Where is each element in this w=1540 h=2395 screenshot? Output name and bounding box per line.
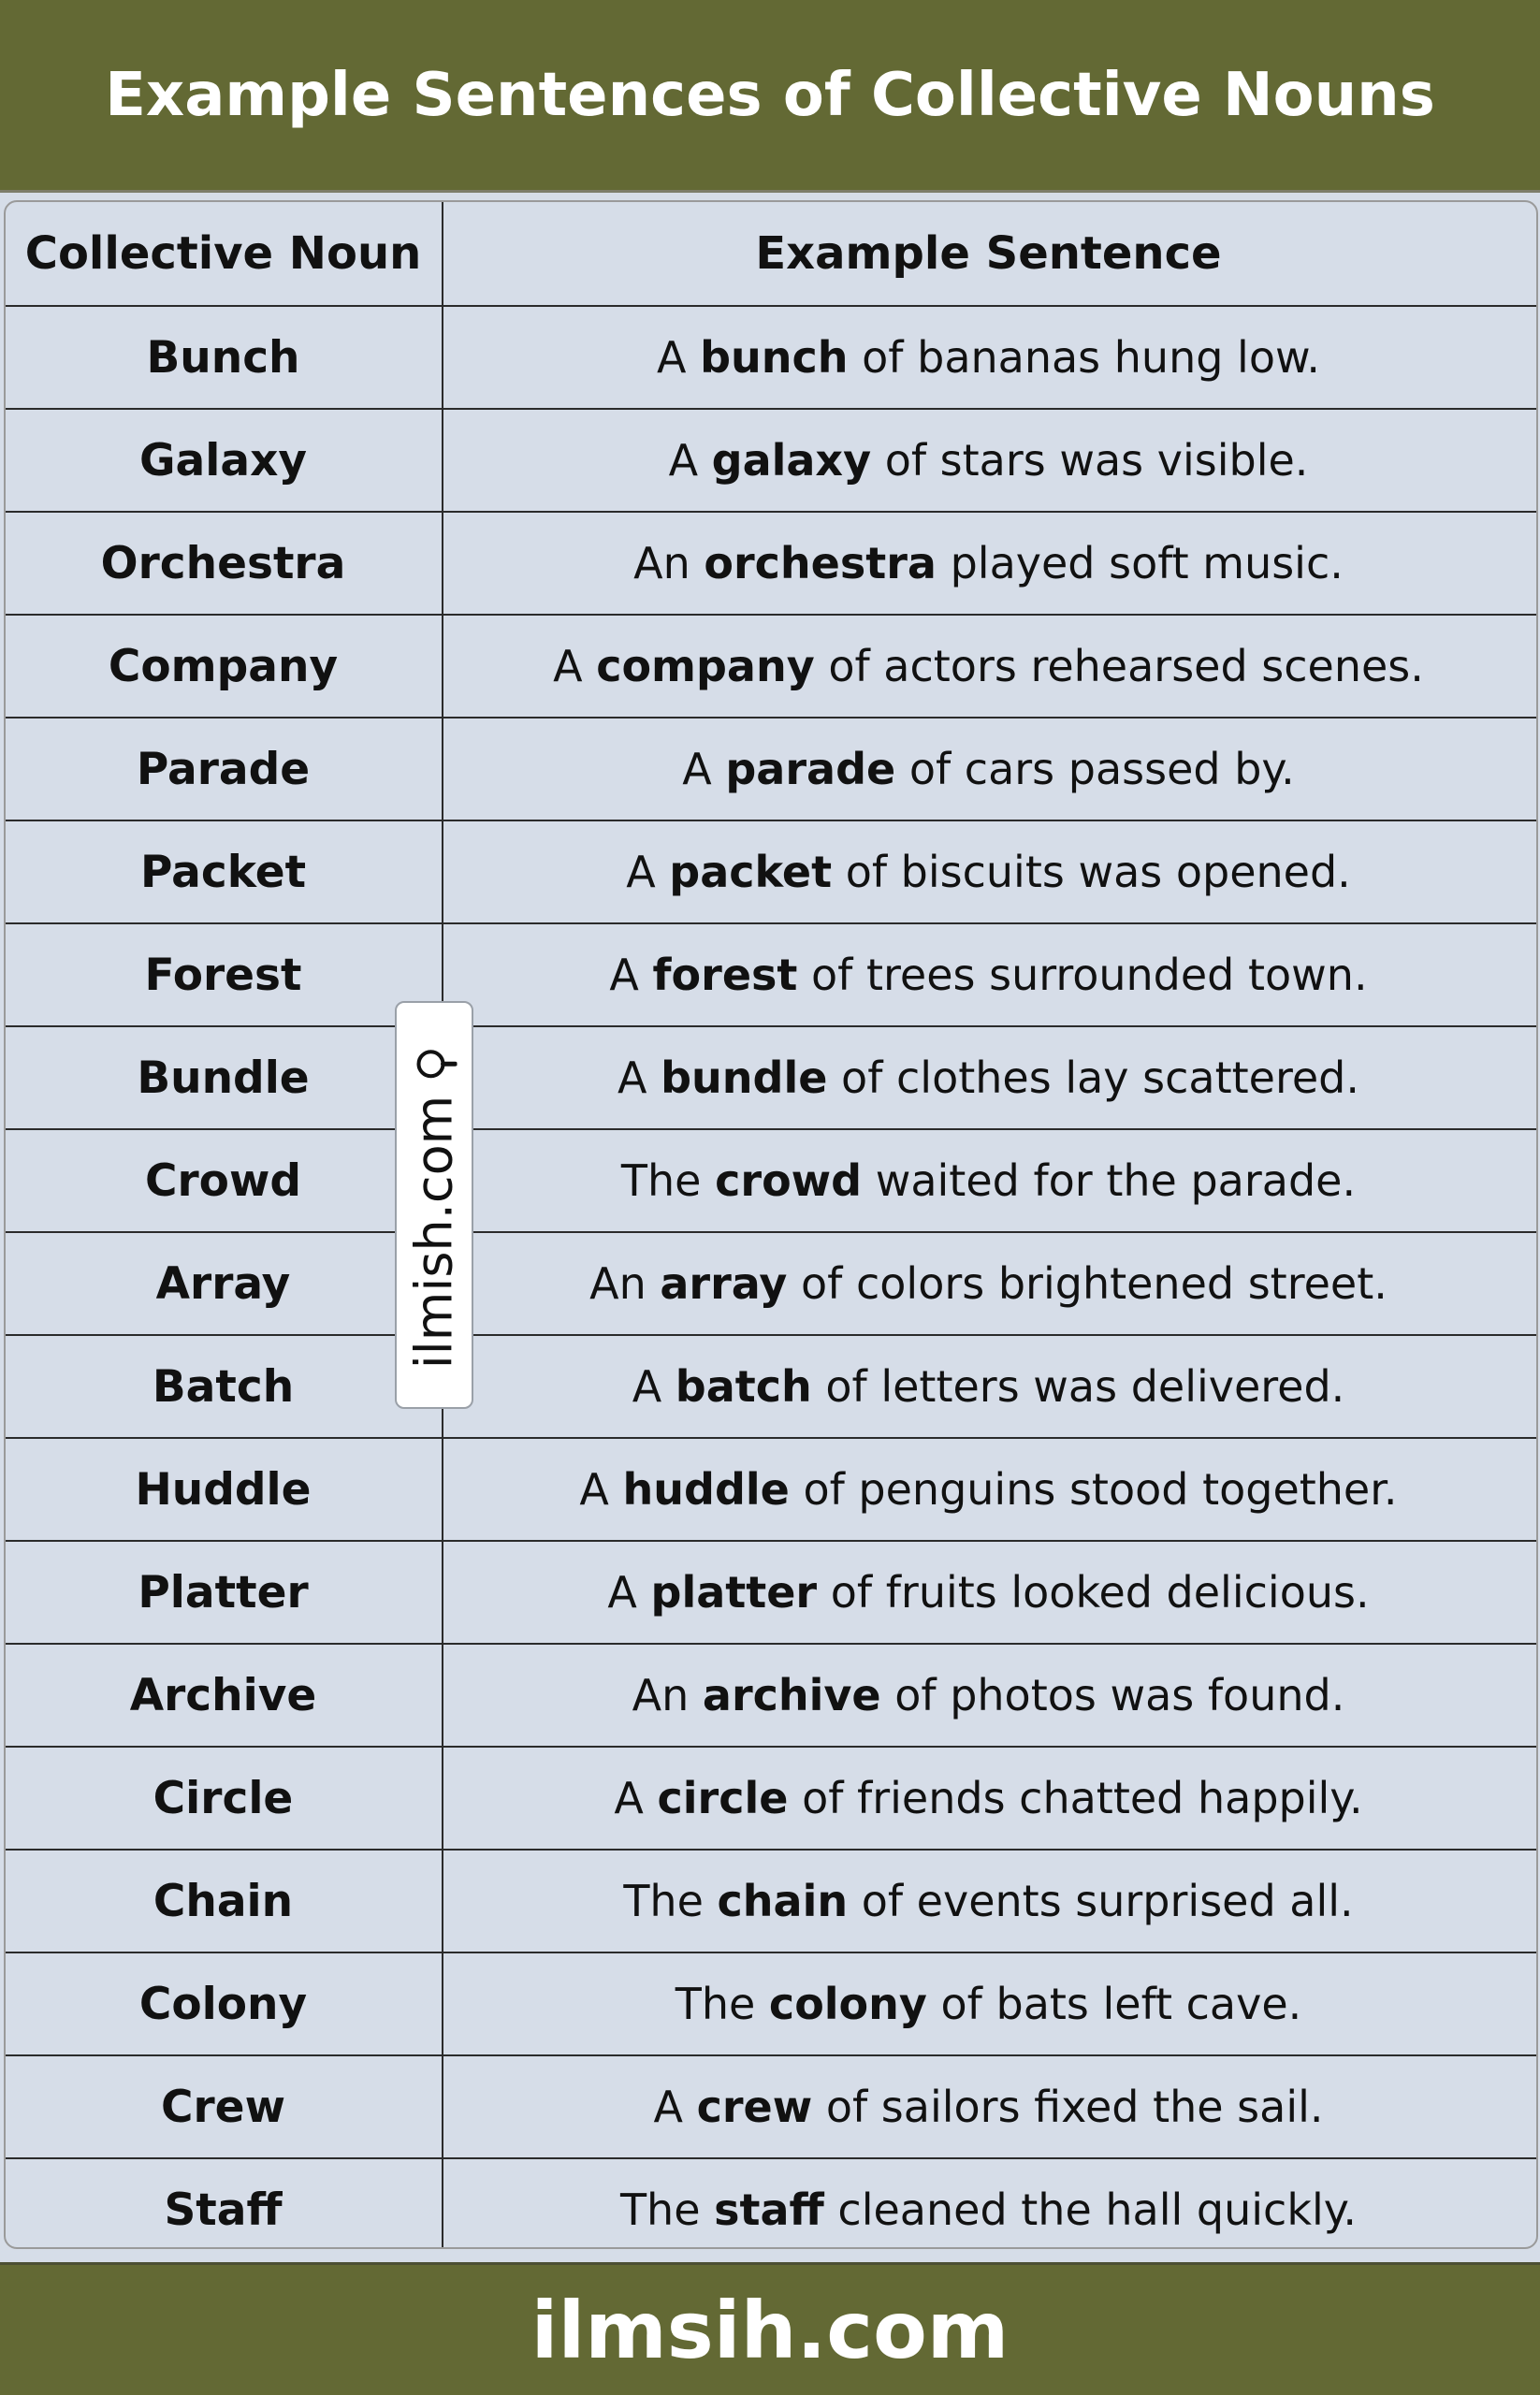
table-row [6,1437,1536,1540]
sentence-cell [441,1027,1536,1128]
sentence-cell [441,307,1536,408]
table-row [6,717,1536,820]
table-row [6,1025,1536,1128]
sentence-prefix: A [607,1567,651,1618]
table-row [6,1540,1536,1643]
noun-cell: Chain [153,1875,294,1927]
sentence-prefix: A [626,847,670,897]
sentence-suffix: of penguins stood together. [789,1464,1398,1515]
sentence-prefix: A [553,641,597,691]
table-row [6,511,1536,614]
column-header-sentence: Example Sentence [755,227,1222,280]
sentence-suffix: of colors brightened street. [787,1258,1387,1309]
sentence-cell [441,1645,1536,1746]
sentence-suffix: of biscuits was opened. [832,847,1351,897]
noun-cell: Colony [138,1978,308,2030]
collective-nouns-table [4,200,1538,2249]
footer-site-name: ilmsih.com [530,2284,1010,2376]
table-row [6,614,1536,717]
table-row [6,1849,1536,1952]
sentence-noun: forest [652,950,798,1000]
sentence-prefix: A [632,1361,676,1412]
noun-cell: Array [155,1257,291,1310]
table-row [6,1231,1536,1334]
sentence-cell [441,2056,1536,2157]
noun-cell: Batch [152,1360,295,1413]
sentence-noun: colony [768,1979,927,2029]
noun-cell: Bunch [146,331,300,384]
sentence-suffix: of events surprised all. [848,1876,1354,1926]
table-header-row [6,202,1536,305]
table-row [6,1334,1536,1437]
sentence-cell [441,1748,1536,1849]
sentence-prefix: An [633,538,705,588]
sentence-cell [441,410,1536,511]
sentence-cell [441,1233,1536,1334]
sentence-prefix: An [589,1258,661,1309]
sentence-cell [441,616,1536,717]
sentence-prefix: A [656,332,701,383]
noun-cell: Platter [138,1566,309,1618]
noun-cell: Archive [129,1669,317,1721]
noun-cell: Huddle [135,1463,312,1516]
sentence-prefix: A [682,744,726,794]
sentence-prefix: A [668,435,712,486]
table-row [6,1643,1536,1746]
sentence-noun: orchestra [704,538,937,588]
table-row [6,1128,1536,1231]
footer-banner [0,2262,1540,2395]
sentence-suffix: of photos was found. [880,1670,1345,1720]
sentence-suffix: cleaned the hall quickly. [823,2185,1358,2235]
noun-cell: Forest [144,949,302,1001]
noun-cell: Circle [153,1772,294,1824]
sentence-noun: circle [657,1773,789,1823]
sentence-cell [441,1851,1536,1952]
sentence-cell [441,924,1536,1025]
sentence-noun: bundle [661,1052,828,1103]
sentence-suffix: of trees surrounded town. [797,950,1368,1000]
sentence-suffix: of cars passed by. [895,744,1295,794]
page-title: Example Sentences of Collective Nouns [105,60,1435,130]
sentence-suffix: of actors rehearsed scenes. [814,641,1424,691]
table-row [6,408,1536,511]
sentence-noun: huddle [622,1464,790,1515]
noun-cell: Galaxy [138,434,308,486]
sentence-suffix: of friends chatted happily. [788,1773,1363,1823]
sentence-cell [441,1130,1536,1231]
sentence-suffix: of letters was delivered. [811,1361,1345,1412]
watermark-badge [395,1001,473,1409]
sentence-noun: chain [717,1876,849,1926]
noun-cell: Bundle [137,1052,310,1104]
sentence-prefix: The [623,1876,718,1926]
sentence-noun: packet [669,847,833,897]
sentence-suffix: of clothes lay scattered. [827,1052,1359,1103]
sentence-suffix: of fruits looked delicious. [817,1567,1370,1618]
sentence-suffix: of sailors fixed the sail. [812,2082,1324,2132]
sentence-prefix: An [632,1670,703,1720]
sentence-cell [441,513,1536,614]
sentence-noun: crowd [715,1155,863,1206]
sentence-cell [441,1953,1536,2054]
sentence-prefix: The [675,1979,769,2029]
search-icon [412,1041,457,1086]
sentence-suffix: played soft music. [936,538,1344,588]
sentence-suffix: of bananas hung low. [848,332,1321,383]
sentence-prefix: A [579,1464,623,1515]
noun-cell: Crew [161,2081,285,2133]
sentence-noun: archive [702,1670,881,1720]
sentence-prefix: A [614,1773,658,1823]
table-row [6,820,1536,922]
sentence-suffix: waited for the parade. [862,1155,1357,1206]
table-row [6,1746,1536,1849]
sentence-noun: crew [696,2082,813,2132]
table-row [6,2054,1536,2157]
noun-cell: Company [108,640,339,692]
sentence-prefix: A [617,1052,661,1103]
sentence-prefix: The [620,1155,716,1206]
sentence-noun: batch [675,1361,812,1412]
noun-cell: Staff [164,2184,283,2236]
sentence-prefix: A [653,2082,697,2132]
sentence-prefix: The [619,2185,715,2235]
sentence-suffix: of bats left cave. [926,1979,1302,2029]
sentence-cell [441,1336,1536,1437]
noun-cell: Orchestra [100,537,346,589]
table-row [6,2157,1536,2249]
table-row [6,922,1536,1025]
sentence-noun: parade [725,744,896,794]
noun-cell: Crowd [144,1154,302,1207]
watermark-text: ilmish.com [404,1095,464,1370]
sentence-suffix: of stars was visible. [871,435,1309,486]
noun-cell: Parade [136,743,311,795]
sentence-noun: platter [650,1567,818,1618]
sentence-cell [441,1439,1536,1540]
sentence-cell [441,718,1536,820]
sentence-prefix: A [609,950,653,1000]
sentence-cell [441,2159,1536,2249]
sentence-noun: company [596,641,815,691]
sentence-noun: galaxy [711,435,872,486]
sentence-noun: array [660,1258,788,1309]
sentence-cell [441,1542,1536,1643]
noun-cell: Packet [139,846,307,898]
sentence-cell [441,821,1536,922]
header-banner [0,0,1540,193]
sentence-noun: staff [714,2185,824,2235]
column-header-noun: Collective Noun [24,227,422,280]
table-row [6,305,1536,408]
sentence-noun: bunch [700,332,849,383]
table-row [6,1952,1536,2054]
